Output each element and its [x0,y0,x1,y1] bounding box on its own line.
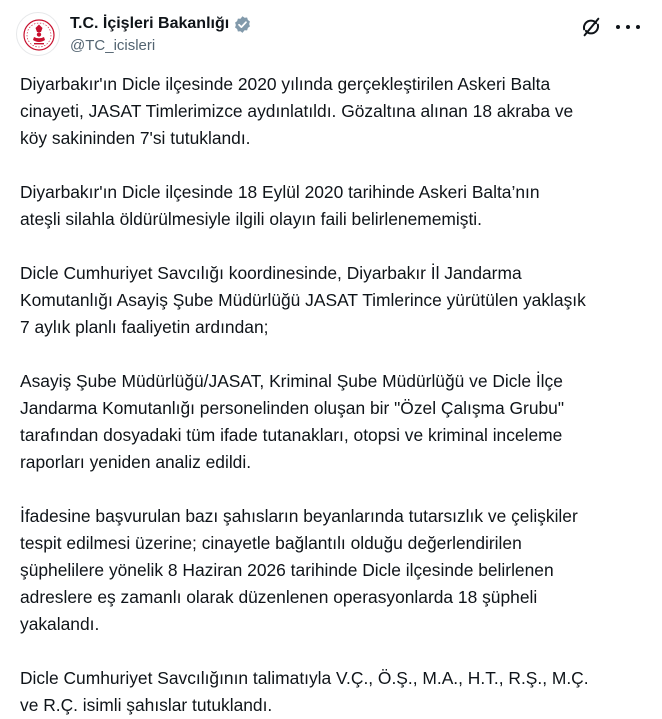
tweet-paragraph: Dicle Cumhuriyet Savcılığı koordinesinde, Diyarbakır İl Jandarma Komutanlığı Asayiş Şube Müdürlüğü JASAT Timlerince yürütülen yaklaşık 7 aylık planlı faaliyetin ardından; [20,263,586,337]
display-name-row [70,14,252,34]
more-dot [636,25,640,29]
tweet-paragraph: Diyarbakır'ın Dicle ilçesinde 18 Eylül 2020 tarihinde Askeri Balta’nın ateşli silahla öldürülmesiyle ilgili olayın faili belirlenememişti. [20,182,540,229]
tweet-paragraph: Asayiş Şube Müdürlüğü/JASAT, Kriminal Şube Müdürlüğü ve Dicle İlçe Jandarma Komutanlığı personelinden oluşan bir "Özel Çalışma Grubu" tarafından dosyadaki tüm ifade tutanakları, otopsi ve kriminal inceleme raporları yeniden analiz edildi. [20,371,565,472]
ministry-logo-icon [17,13,60,56]
display-name[interactable]: T.C. İçişleri Bakanlığı [70,15,230,32]
tweet-paragraph: Diyarbakır'ın Dicle ilçesinde 2020 yılında gerçekleştirilen Askeri Balta cinayeti, JASAT Timlerimizce aydınlatıldı. Gözaltına alınan 18 akraba ve köy sakininden 7'si tutuklandı. [20,74,574,148]
grok-icon[interactable] [580,16,602,38]
tweet-text [20,71,650,719]
verified-badge-icon[interactable] [233,15,252,34]
more-dot [626,25,630,29]
tweet-paragraph: Dicle Cumhuriyet Savcılığının talimatıyla V.Ç., Ö.Ş., M.A., H.T., R.Ş., M.Ç. ve R.Ç. isimli şahıslar tutuklandı. [20,668,589,715]
avatar[interactable] [16,12,60,56]
tweet-header [16,8,646,58]
account-handle[interactable]: @TC_icisleri [70,37,156,54]
more-dot [616,25,620,29]
tweet-paragraph: İfadesine başvurulan bazı şahısların beyanlarında tutarsızlık ve çelişkiler tespit edilmesi üzerine; cinayetle bağlantılı olduğu değerlendirilen şüphelilere yönelik 8 Haziran 2026 tarihinde Dicle ilçesinde belirlenen adreslere eş zamanlı olarak düzenlenen operasyonlarda 18 şüpheli yakalandı. [20,506,578,634]
account-names [70,14,252,54]
more-options-icon[interactable] [616,16,640,38]
